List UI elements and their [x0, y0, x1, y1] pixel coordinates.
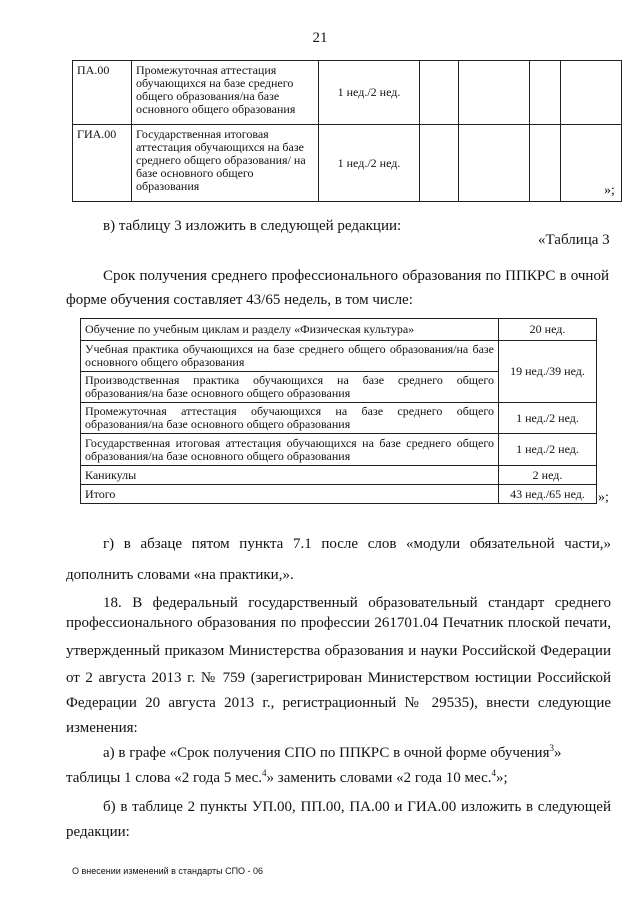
footnote-ref: 4: [491, 768, 496, 778]
para-a-line2-end: »;: [496, 770, 508, 786]
table-row: [73, 61, 622, 125]
table3-label: «Таблица 3: [538, 232, 610, 248]
para-18-line6: изменения:: [66, 720, 138, 736]
row-text: Производственная практика обучающихся на базе среднего общего образования/на базе основного общего образования: [81, 372, 499, 403]
table-top-closing: »;: [604, 183, 615, 198]
row-duration: 1 нед./2 нед.: [319, 125, 420, 202]
table3-closing: »;: [598, 490, 609, 505]
table3-intro-line1: Срок получения среднего профессионального образования по ППКРС в очной: [103, 268, 609, 284]
page-number: 21: [312, 30, 328, 46]
para-g-line2: дополнить словами «на практики,».: [66, 567, 294, 583]
row-name: Промежуточная аттестация обучающихся на базе среднего общего образования/на базе основного общего образования: [132, 61, 319, 125]
empty-cell: [459, 61, 530, 125]
para-a-line1-end: »: [553, 745, 562, 761]
para-18-line2: профессионального образования по профессии 261701.04 Печатник плоской печати,: [66, 615, 611, 631]
row-value: 2 нед.: [499, 466, 597, 485]
empty-cell: [530, 125, 561, 202]
table-3: [80, 318, 597, 504]
para-g-line1: г) в абзаце пятом пункта 7.1 после слов «модули обязательной части,»: [103, 536, 611, 552]
para-b-line2: редакции:: [66, 824, 130, 840]
table-top: [72, 60, 622, 202]
empty-cell: [561, 61, 622, 125]
para-18-line4: от 2 августа 2013 г. № 759 (зарегистрирован Министерством юстиции Российской: [66, 670, 611, 686]
row-duration: 1 нед./2 нед.: [319, 61, 420, 125]
empty-cell: [530, 61, 561, 125]
footnote-ref: 3: [549, 743, 554, 753]
table-row: [81, 434, 597, 466]
table3-intro-line2: форме обучения составляет 43/65 недель, в том числе:: [66, 292, 413, 308]
table-row: [81, 319, 597, 341]
para-v: в) таблицу 3 изложить в следующей редакции:: [103, 218, 402, 234]
empty-cell: [420, 125, 459, 202]
para-a-line1: [103, 743, 561, 763]
empty-cell: [420, 61, 459, 125]
para-b-line1: б) в таблице 2 пункты УП.00, ПП.00, ПА.00 и ГИА.00 изложить в следующей: [103, 799, 611, 815]
table-row: [81, 485, 597, 504]
para-18-line1: 18. В федеральный государственный образовательный стандарт среднего: [103, 595, 611, 611]
para-18-line5: Федерации 20 августа 2013 г., регистрационный № 29535), внести следующие: [66, 695, 611, 711]
row-code: ПА.00: [73, 61, 132, 125]
row-value: 20 нед.: [499, 319, 597, 341]
para-a-line2-start: таблицы 1 слова «2 года 5 мес.: [66, 770, 263, 786]
row-value: 1 нед./2 нед.: [499, 434, 597, 466]
table-row: [81, 341, 597, 372]
row-value: 19 нед./39 нед.: [499, 341, 597, 403]
row-text: Учебная практика обучающихся на базе среднего общего образования/на базе основного общего образования: [81, 341, 499, 372]
para-a-line1-text: а) в графе «Срок получения СПО по ППКРС в очной форме обучения: [103, 745, 550, 761]
para-a-line2: [66, 768, 508, 788]
para-a-line2-mid: » заменить словами «2 года 10 мес.: [266, 770, 492, 786]
row-value: 43 нед./65 нед.: [499, 485, 597, 504]
table-row: [81, 466, 597, 485]
row-name: Государственная итоговая аттестация обучающихся на базе среднего общего образования/ на базе основного общего образования: [132, 125, 319, 202]
row-text: Итого: [81, 485, 499, 504]
para-18-line3: утвержденный приказом Министерства образования и науки Российской Федерации: [66, 643, 611, 659]
row-text: Обучение по учебным циклам и разделу «Физическая культура»: [81, 319, 499, 341]
table-row: [73, 125, 622, 202]
footnote-ref: 4: [262, 768, 267, 778]
footer: О внесении изменений в стандарты СПО - 06: [72, 866, 264, 876]
row-text: Каникулы: [81, 466, 499, 485]
row-text: Государственная итоговая аттестация обучающихся на базе среднего общего образования/на базе основного общего образования: [81, 434, 499, 466]
row-code: ГИА.00: [73, 125, 132, 202]
empty-cell: [459, 125, 530, 202]
row-value: 1 нед./2 нед.: [499, 403, 597, 434]
row-text: Промежуточная аттестация обучающихся на базе среднего общего образования/на базе основного общего образования: [81, 403, 499, 434]
table-row: [81, 403, 597, 434]
